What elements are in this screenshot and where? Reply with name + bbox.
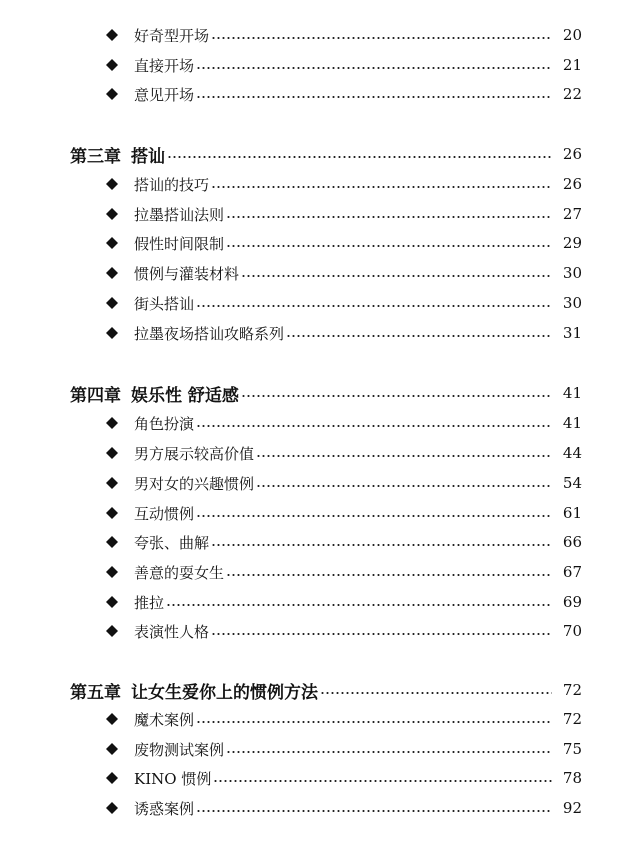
toc-entry <box>106 502 582 524</box>
entry-title: 表演性人格 <box>134 622 210 641</box>
entry-page-number: 67 <box>562 563 582 581</box>
diamond-bullet-icon <box>106 59 118 71</box>
entry-page-number: 66 <box>562 533 582 551</box>
chapter-number: 第三章 <box>70 146 121 167</box>
chapter-heading <box>70 679 582 701</box>
diamond-bullet-icon <box>106 772 118 784</box>
entry-title: 诱惑案例 <box>134 799 195 818</box>
chapter-title: 娱乐性 舒适感 <box>131 385 239 406</box>
toc-entry <box>106 620 582 642</box>
dot-leader <box>196 96 552 98</box>
entry-title: 废物测试案例 <box>134 740 225 759</box>
dot-leader <box>226 574 552 576</box>
dot-leader <box>256 485 552 487</box>
entry-page-number: 29 <box>562 234 582 252</box>
entry-title: 魔术案例 <box>134 710 195 729</box>
dot-leader <box>167 156 552 158</box>
toc-entry <box>106 738 582 760</box>
toc-entry <box>106 797 582 819</box>
dot-leader <box>211 544 552 546</box>
diamond-bullet-icon <box>106 713 118 725</box>
toc-entry <box>106 322 582 344</box>
entry-title: 拉墨夜场搭讪攻略系列 <box>134 324 285 343</box>
dot-leader <box>196 515 552 517</box>
entry-title: KINO 惯例 <box>134 769 212 788</box>
entry-title: 直接开场 <box>134 56 195 75</box>
dot-leader <box>196 67 552 69</box>
entry-title: 假性时间限制 <box>134 234 225 253</box>
entry-page-number: 69 <box>562 593 582 611</box>
dot-leader <box>226 216 552 218</box>
entry-page-number: 21 <box>562 56 582 74</box>
diamond-bullet-icon <box>106 178 118 190</box>
entry-page-number: 22 <box>562 85 582 103</box>
chapter-title: 让女生爱你上的惯例方法 <box>131 682 318 703</box>
dot-leader <box>196 721 552 723</box>
toc-entry <box>106 83 582 105</box>
toc-entry <box>106 412 582 434</box>
toc-entry <box>106 591 582 613</box>
toc-entry <box>106 54 582 76</box>
toc-entry <box>106 472 582 494</box>
toc-entry <box>106 173 582 195</box>
diamond-bullet-icon <box>106 267 118 279</box>
entry-page-number: 31 <box>562 324 582 342</box>
diamond-bullet-icon <box>106 507 118 519</box>
dot-leader <box>320 692 552 694</box>
toc-entry <box>106 203 582 225</box>
dot-leader <box>226 751 552 753</box>
diamond-bullet-icon <box>106 417 118 429</box>
entry-page-number: 44 <box>562 444 582 462</box>
dot-leader <box>196 810 552 812</box>
chapter-heading <box>70 382 582 404</box>
chapter-page-number: 72 <box>562 681 582 699</box>
entry-page-number: 41 <box>562 414 582 432</box>
toc-entry <box>106 767 582 789</box>
toc-entry <box>106 232 582 254</box>
chapter-page-number: 26 <box>562 145 582 163</box>
entry-title: 街头搭讪 <box>134 294 195 313</box>
diamond-bullet-icon <box>106 743 118 755</box>
diamond-bullet-icon <box>106 88 118 100</box>
entry-page-number: 92 <box>562 799 582 817</box>
entry-title: 意见开场 <box>134 85 195 104</box>
diamond-bullet-icon <box>106 536 118 548</box>
entry-title: 角色扮演 <box>134 414 195 433</box>
entry-page-number: 26 <box>562 175 582 193</box>
chapter-page-number: 41 <box>562 384 582 402</box>
entry-page-number: 70 <box>562 622 582 640</box>
entry-page-number: 78 <box>562 769 582 787</box>
dot-leader <box>213 780 552 782</box>
chapter-number: 第五章 <box>70 682 121 703</box>
chapter-title: 搭讪 <box>131 146 165 167</box>
chapter-heading <box>70 143 582 165</box>
entry-title: 善意的耍女生 <box>134 563 225 582</box>
toc-entry <box>106 531 582 553</box>
entry-title: 拉墨搭讪法则 <box>134 205 225 224</box>
diamond-bullet-icon <box>106 596 118 608</box>
diamond-bullet-icon <box>106 327 118 339</box>
entry-page-number: 30 <box>562 294 582 312</box>
diamond-bullet-icon <box>106 477 118 489</box>
entry-title: 男方展示较高价值 <box>134 444 255 463</box>
entry-page-number: 72 <box>562 710 582 728</box>
toc-entry <box>106 24 582 46</box>
dot-leader <box>226 245 552 247</box>
entry-page-number: 27 <box>562 205 582 223</box>
entry-page-number: 61 <box>562 504 582 522</box>
dot-leader <box>211 186 552 188</box>
entry-title: 惯例与灌装材料 <box>134 264 240 283</box>
entry-page-number: 20 <box>562 26 582 44</box>
entry-title: 男对女的兴趣惯例 <box>134 474 255 493</box>
diamond-bullet-icon <box>106 625 118 637</box>
dot-leader <box>211 37 552 39</box>
diamond-bullet-icon <box>106 802 118 814</box>
entry-page-number: 54 <box>562 474 582 492</box>
entry-title: 好奇型开场 <box>134 26 210 45</box>
diamond-bullet-icon <box>106 237 118 249</box>
dot-leader <box>196 305 552 307</box>
entry-title: 互动惯例 <box>134 504 195 523</box>
dot-leader <box>241 395 552 397</box>
entry-title: 夸张、曲解 <box>134 533 210 552</box>
dot-leader <box>166 604 552 606</box>
chapter-number: 第四章 <box>70 385 121 406</box>
entry-page-number: 30 <box>562 264 582 282</box>
entry-title: 推拉 <box>134 593 165 612</box>
toc-entry <box>106 442 582 464</box>
toc-entry <box>106 561 582 583</box>
toc-entry <box>106 262 582 284</box>
dot-leader <box>196 425 552 427</box>
diamond-bullet-icon <box>106 447 118 459</box>
toc-entry <box>106 708 582 730</box>
diamond-bullet-icon <box>106 566 118 578</box>
dot-leader <box>256 455 552 457</box>
toc-entry <box>106 292 582 314</box>
entry-title: 搭讪的技巧 <box>134 175 210 194</box>
dot-leader <box>286 335 552 337</box>
dot-leader <box>241 275 552 277</box>
diamond-bullet-icon <box>106 297 118 309</box>
diamond-bullet-icon <box>106 29 118 41</box>
entry-page-number: 75 <box>562 740 582 758</box>
diamond-bullet-icon <box>106 208 118 220</box>
dot-leader <box>211 633 552 635</box>
